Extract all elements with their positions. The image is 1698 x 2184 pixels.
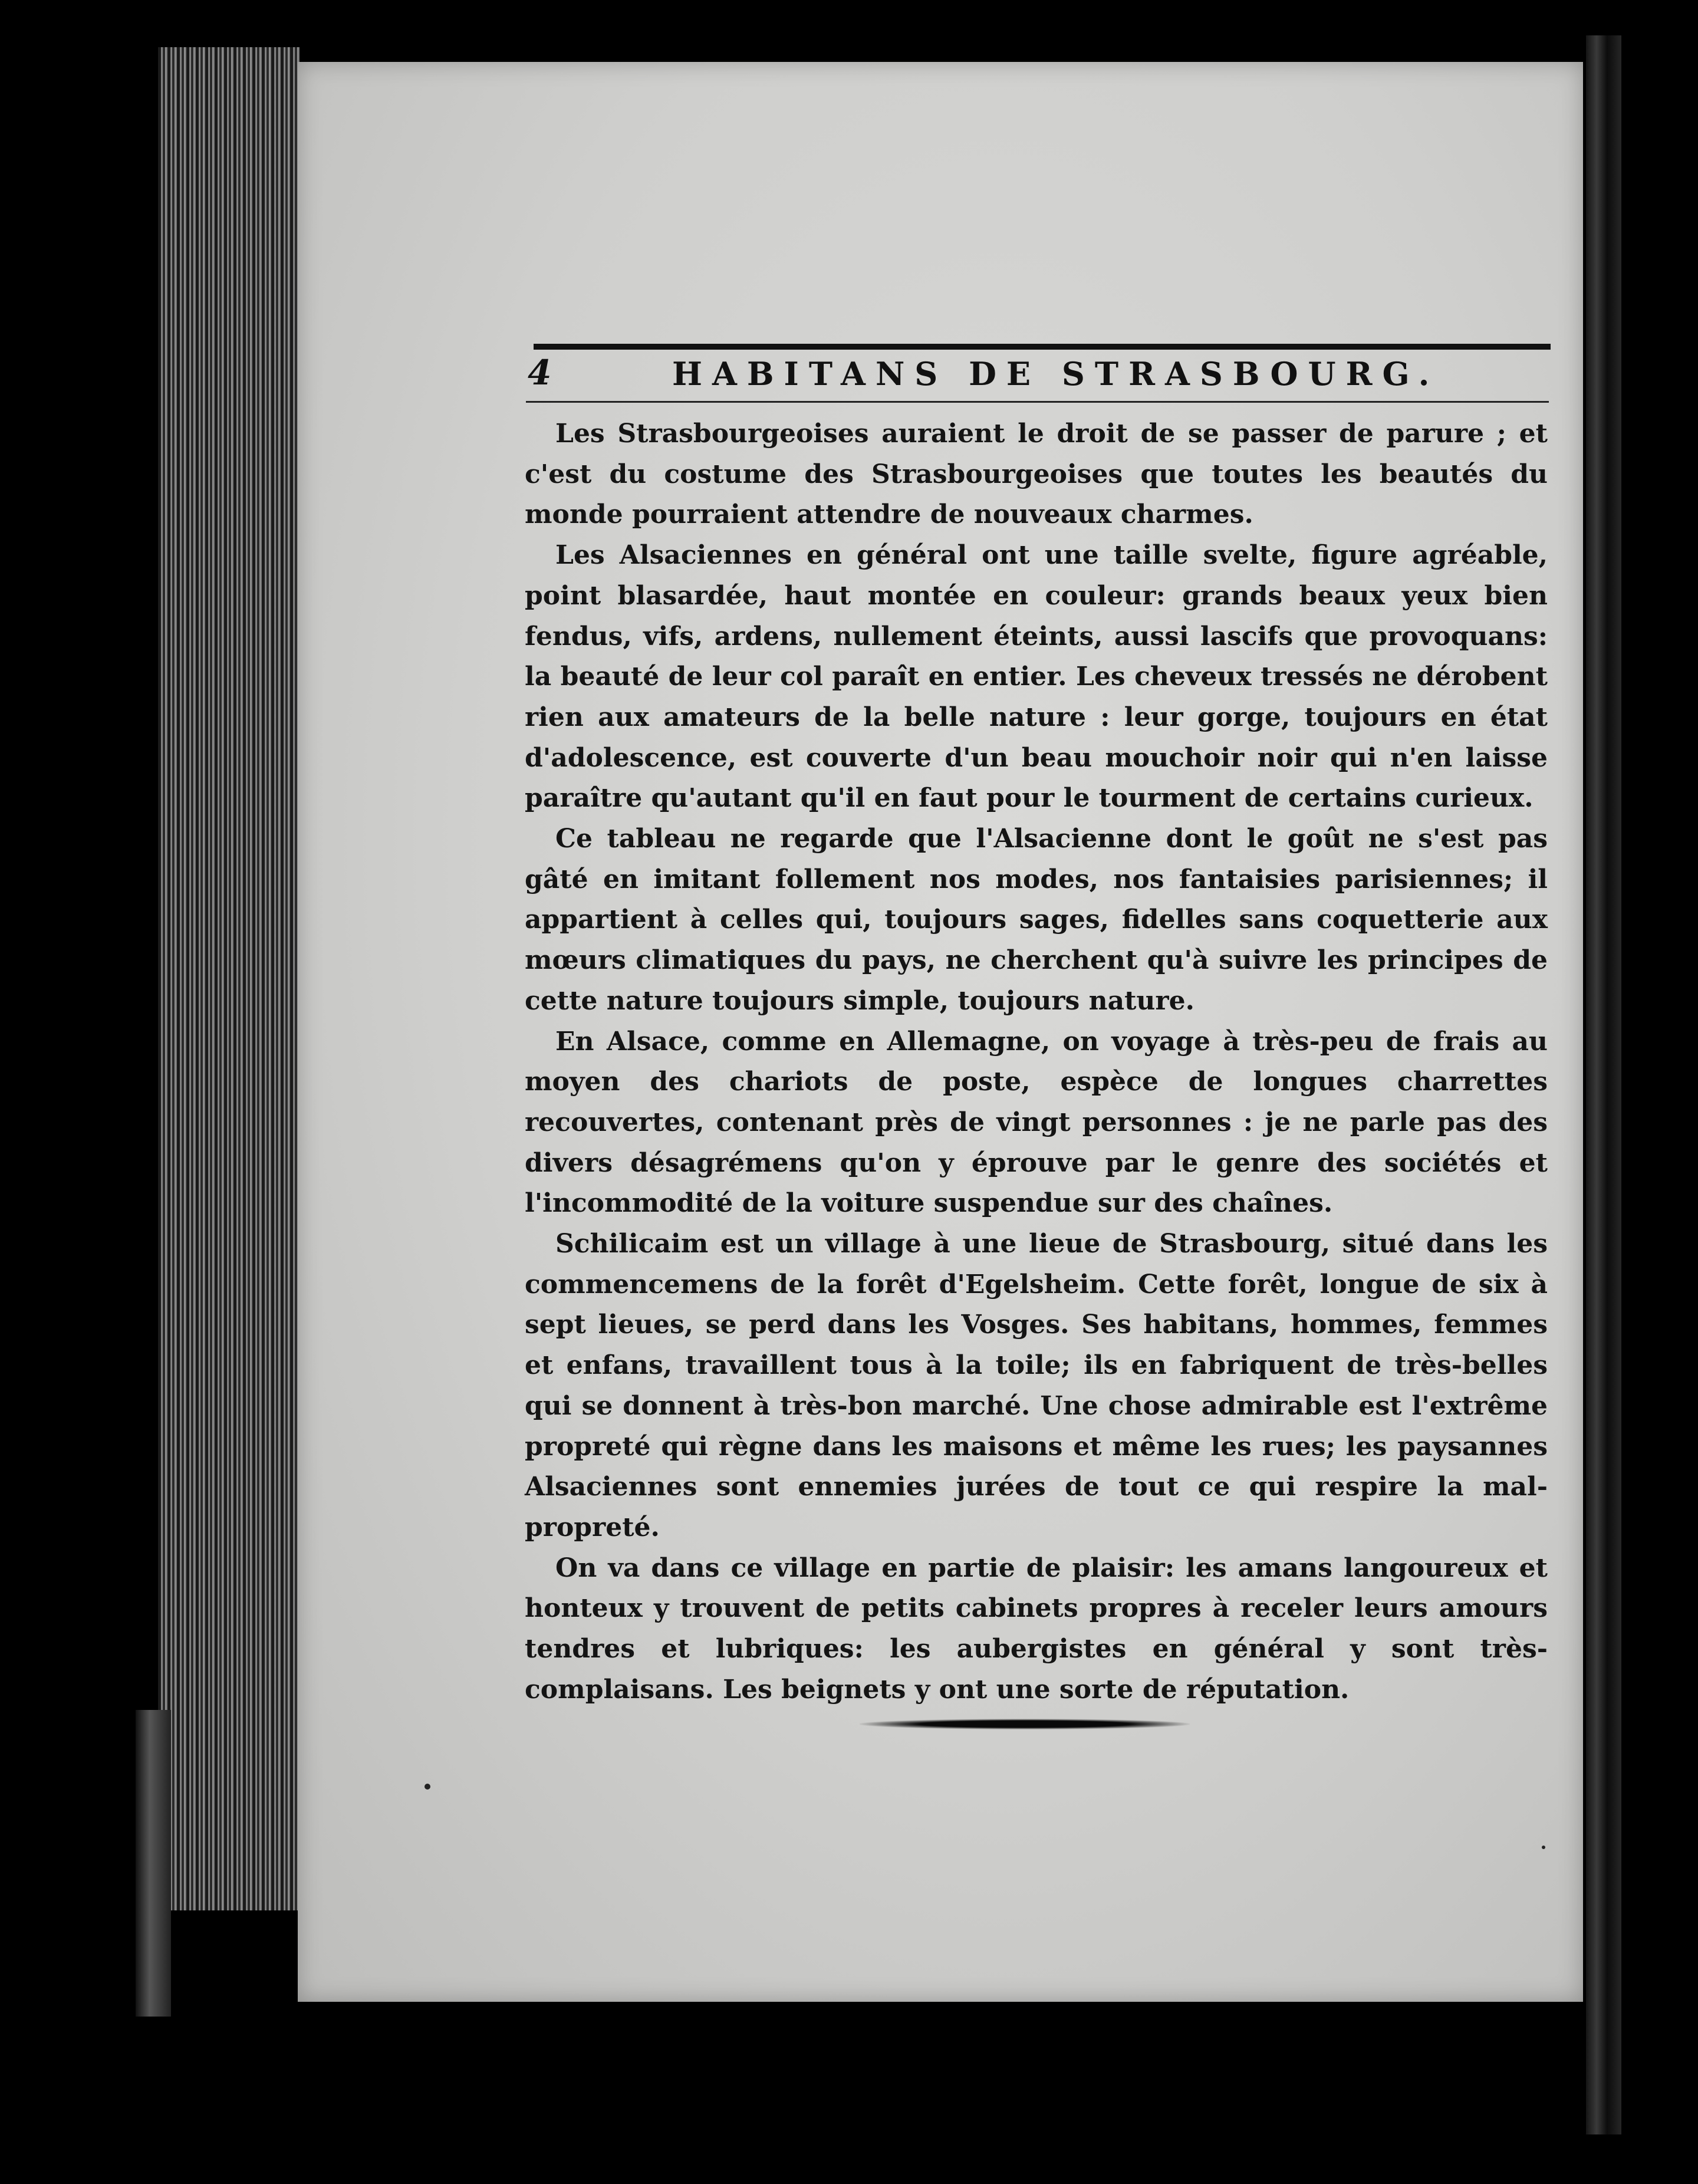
paragraph: Les Strasbourgeoises auraient le droit de se passer de parure ; et c'est du costume des Strasbourgeoises que toutes les beautés du monde pourraient attendre de nouveaux charmes. xyxy=(525,419,1548,530)
running-head: HABITANS DE STRASBOURG. xyxy=(672,355,1440,393)
page-header xyxy=(528,353,1551,397)
paragraph: On va dans ce village en partie de plaisir: les amans langoureux et honteux y trouvent de petits cabinets propres à receler leurs amours tendres et lubriques: les aubergistes en général y sont très-complaisans. Les beignets y ont une sorte de réputation. xyxy=(525,1553,1548,1705)
body-text xyxy=(525,414,1548,1711)
paragraph: Schilicaim est un village à une lieue de Strasbourg, situé dans les commencemens de la forêt d'Egelsheim. Cette forêt, longue de six à sept lieues, se perd dans les Vosges. Ses habitans, hommes, femmes et enfans, travaillent tous à la toile; ils en fabriquent de très-belles qui se donnent à très-bon marché. Une chose admirable est l'extrême propreté qui règne dans les maisons et même les rues; les paysannes Alsaciennes sont ennemies jurées de tout ce qui respire la mal-propreté. xyxy=(525,1229,1548,1542)
paragraph: En Alsace, comme en Allemagne, on voyage à très-peu de frais au moyen des chariots de poste, espèce de longues charrettes recouvertes, contenant près de vingt personnes : je ne parle pas des divers désagrémens qu'on y éprouve par le genre des sociétés et l'incommodité de la voiture suspendue sur des chaînes. xyxy=(525,1026,1548,1219)
paragraph: Ce tableau ne regarde que l'Alsacienne dont le goût ne s'est pas gâté en imitant follement nos modes, nos fantaisies parisiennes; il appartient à celles qui, toujours sages, fidelles sans coquetterie aux mœurs climatiques du pays, ne cherchent qu'à suivre les principes de cette nature toujours simple, toujours nature. xyxy=(525,824,1548,1016)
page-edge-shadow xyxy=(136,1710,171,2017)
paragraph: Les Alsaciennes en général ont une taille svelte, figure agréable, point blasardée, haut montée en couleur: grands beaux yeux bien fendus, vifs, ardens, nullement éteints, aussi lascifs que provoquans: la beauté de leur col paraît en entier. Les cheveux tressés ne dérobent rien aux amateurs de la belle nature : leur gorge, toujours en état d'adolescence, est couverte d'un beau mouchoir noir qui n'en laisse paraître qu'autant qu'il en faut pour le tourment de certains curieux. xyxy=(525,540,1548,814)
tailpiece-ornament xyxy=(860,1719,1190,1729)
ink-speck xyxy=(1542,1846,1545,1849)
header-rule-top xyxy=(534,344,1551,350)
binding-edge xyxy=(1586,35,1621,2134)
page-number: 4 xyxy=(528,353,552,393)
stacked-page-edges xyxy=(158,47,300,1910)
ink-speck xyxy=(424,1784,430,1790)
header-rule-bottom xyxy=(526,401,1549,403)
